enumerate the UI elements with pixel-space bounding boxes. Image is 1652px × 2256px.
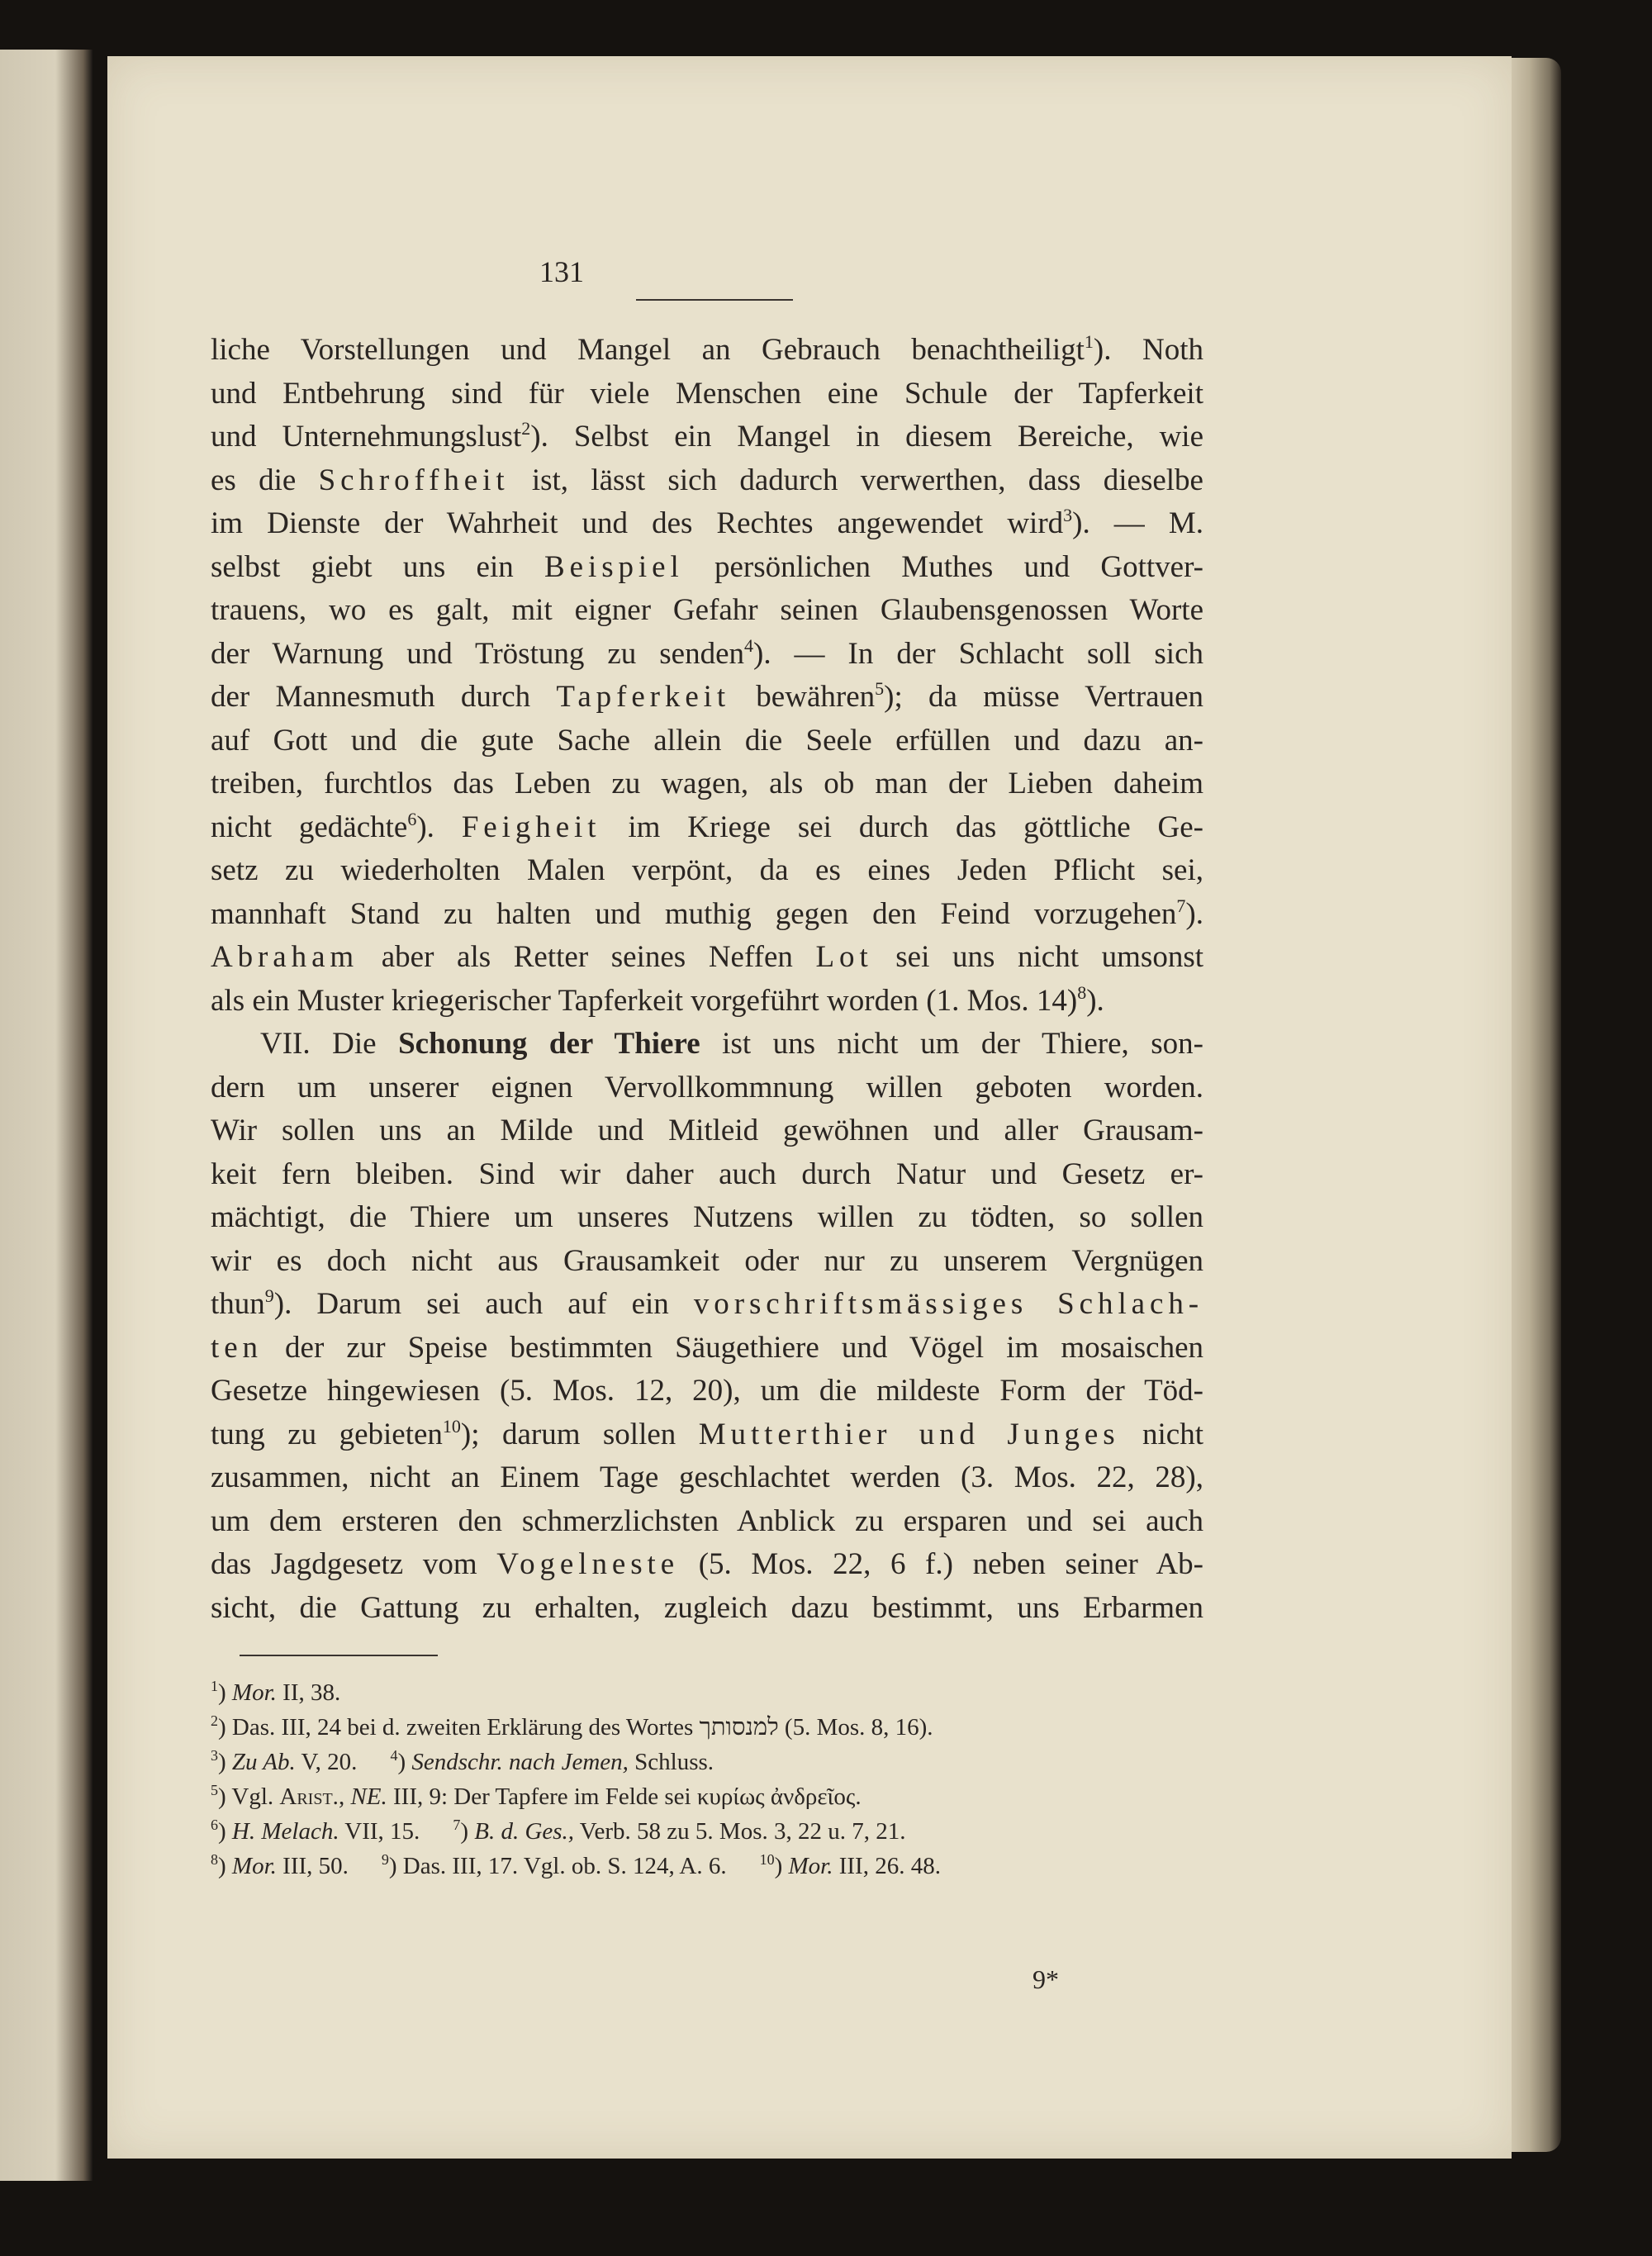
spaced-emphasis: Vogelneste — [496, 1547, 680, 1581]
text-run: auf Gott und die gute Sache allein die Seele erfüllen und dazu an- — [211, 723, 1203, 758]
text-line — [211, 329, 1203, 373]
text-run: ) — [218, 1749, 232, 1775]
text-run: ); da müsse Vertrauen — [884, 680, 1203, 714]
text-run: keit fern bleiben. Sind wir daher auch durch Natur und Gesetz er- — [211, 1156, 1203, 1191]
text-run: mannhaft Stand zu halten und muthig gegen den Feind vorzugehen — [211, 896, 1177, 931]
footnote-ref: 9 — [381, 1851, 389, 1868]
text-run: sei uns nicht umsonst — [872, 940, 1203, 974]
text-line — [211, 546, 1203, 590]
text-run: ) — [218, 1679, 232, 1706]
header-rule — [636, 299, 793, 301]
text-run: ) — [218, 1818, 232, 1845]
text-run: VII. Die — [260, 1027, 399, 1061]
text-run: ). Noth — [1093, 333, 1203, 367]
spaced-emphasis: Lot — [815, 940, 873, 974]
footnote-ref: 10 — [759, 1851, 775, 1868]
footnote-ref: 9 — [264, 1285, 274, 1306]
text-run: der Warnung und Tröstung zu senden — [211, 636, 744, 671]
footnote-ref: 4 — [744, 634, 753, 656]
text-line — [211, 676, 1203, 720]
spaced-emphasis: Feigheit — [461, 810, 601, 844]
text-line — [211, 1370, 1203, 1413]
text-line — [211, 1153, 1203, 1197]
text-run: ). — In der Schlacht soll sich — [753, 636, 1203, 671]
text-run: und Entbehrung sind für viele Menschen eine Schule der Tapferkeit — [211, 376, 1203, 411]
text-run: nicht gedächte — [211, 810, 408, 844]
footnote-rule — [240, 1655, 438, 1656]
footnote-ref: 5 — [875, 678, 885, 699]
footnote-ref: 1 — [211, 1678, 218, 1694]
text-line — [211, 1543, 1203, 1587]
text-line — [211, 633, 1203, 677]
footnote-ref: 10 — [442, 1415, 461, 1437]
text-line — [211, 1500, 1203, 1544]
footnote-line — [211, 1814, 1203, 1849]
bold-heading: Schonung der Thiere — [398, 1027, 700, 1061]
footnote-ref: 7 — [453, 1817, 461, 1833]
footnote-line — [211, 1779, 1203, 1814]
page-stack-edge — [1503, 58, 1561, 2152]
text-run: ). — [416, 810, 462, 844]
book-page — [107, 56, 1512, 2159]
text-line — [211, 373, 1203, 416]
italic-text: B. d. Ges., — [474, 1818, 575, 1845]
text-line — [211, 1587, 1203, 1631]
text-line — [211, 1456, 1203, 1500]
footnote-ref: 7 — [1176, 895, 1186, 916]
footnote-line — [211, 1710, 1203, 1745]
text-run: als ein Muster kriegerischer Tapferkeit vorgeführt worden (1. Mos. 14) — [211, 983, 1078, 1018]
text-line — [211, 589, 1203, 633]
spaced-emphasis: Mutterthier und Junges — [698, 1417, 1120, 1451]
text-run: ) Das. III, 24 bei d. zweiten Erklärung des Wortes למנסותך (5. Mos. 8, 16). — [218, 1714, 933, 1741]
text-line — [211, 1109, 1203, 1153]
text-run: nicht — [1119, 1417, 1203, 1451]
footnote-line — [211, 1675, 1203, 1710]
text-run: Gesetze hingewiesen (5. Mos. 12, 20), um die mildeste Form der Töd- — [211, 1374, 1203, 1408]
text-run: (5. Mos. 22, 6 f.) neben seiner Ab- — [679, 1547, 1203, 1581]
text-run: , — [338, 1783, 351, 1810]
text-run: bewähren — [730, 680, 876, 714]
text-run: treiben, furchtlos das Leben zu wagen, als ob man der Lieben daheim — [211, 767, 1203, 800]
text-run: ) Vgl. — [218, 1783, 280, 1810]
text-run: ) — [460, 1818, 475, 1845]
footnote-ref: 8 — [211, 1851, 218, 1868]
text-run: ). — [1185, 896, 1203, 931]
page-number: 131 — [539, 255, 584, 288]
text-run: persönlichen Muthes und Gottver- — [683, 549, 1203, 584]
footnote-ref: 2 — [211, 1712, 218, 1729]
text-run: VII, 15. — [339, 1818, 420, 1845]
footnote-ref: 2 — [521, 418, 531, 439]
text-run: ); darum sollen — [460, 1417, 699, 1451]
text-line — [211, 1023, 1203, 1066]
footnote-line — [211, 1849, 1203, 1883]
text-run: zusammen, nicht an Einem Tage geschlachtet werden (3. Mos. 22, 28), — [211, 1460, 1203, 1494]
text-run: thun — [211, 1287, 265, 1321]
footnote-ref: 4 — [390, 1747, 398, 1764]
footnote-ref: 5 — [211, 1782, 218, 1798]
italic-text: H. Melach. — [231, 1818, 339, 1845]
text-run: das Jagdgesetz vom — [211, 1547, 497, 1581]
italic-text: Mor. — [788, 1853, 833, 1879]
text-run: Wir sollen uns an Milde und Mitleid gewöhnen und aller Grausam- — [211, 1114, 1203, 1147]
text-run: aber als Retter seines Neffen — [358, 940, 816, 974]
footnote-ref: 8 — [1077, 981, 1087, 1003]
text-run: mächtigt, die Thiere um unseres Nutzens willen zu tödten, so sollen — [211, 1200, 1203, 1234]
text-run: tung zu gebieten — [211, 1417, 443, 1451]
text-run: III, 50. — [276, 1853, 349, 1879]
text-run: sicht, die Gattung zu erhalten, zugleich dazu bestimmt, uns Erbarmen — [211, 1590, 1203, 1625]
spaced-emphasis: Beispiel — [544, 549, 684, 584]
text-line — [211, 459, 1203, 503]
text-run: ). Darum sei auch auf ein — [273, 1287, 694, 1321]
text-line — [211, 936, 1203, 980]
spaced-emphasis: Tapferkeit — [556, 680, 731, 714]
text-run: ). — [1086, 983, 1104, 1018]
text-line — [211, 502, 1203, 546]
text-line — [211, 849, 1203, 893]
text-run: und Unternehmungslust — [211, 420, 522, 454]
text-line — [211, 806, 1203, 850]
text-run: ) — [218, 1853, 232, 1879]
text-run: um dem ersteren den schmerzlichsten Anblick zu ersparen und sei auch — [211, 1503, 1203, 1538]
spaced-emphasis: Abraham — [211, 940, 359, 974]
text-line — [211, 762, 1203, 806]
footnote-ref: 6 — [407, 808, 417, 829]
footnote-ref: 3 — [211, 1747, 218, 1764]
text-run: ) — [774, 1853, 789, 1879]
text-run: dern um unserer eignen Vervollkommnung willen geboten worden. — [211, 1070, 1203, 1104]
footnote-line — [211, 1745, 1203, 1779]
italic-text: Sendschr. nach Jemen, — [411, 1749, 629, 1775]
signature-mark: 9* — [1032, 1964, 1059, 1994]
small-caps-text: Arist. — [279, 1783, 339, 1810]
text-run: setz zu wiederholten Malen verpönt, da es eines Jeden Pflicht sei, — [211, 853, 1203, 887]
text-run: Schluss. — [628, 1749, 714, 1775]
text-line — [211, 1413, 1203, 1457]
spaced-emphasis: Schroffheit — [318, 463, 510, 497]
text-run: III, 26. 48. — [833, 1853, 941, 1879]
text-run: der Mannesmuth durch — [211, 680, 557, 714]
footnotes — [211, 1675, 1203, 1883]
text-line — [211, 1066, 1203, 1110]
text-run: Verb. 58 zu 5. Mos. 3, 22 u. 7, 21. — [574, 1818, 906, 1845]
text-run: ) — [397, 1749, 412, 1775]
text-run: liche Vorstellungen und Mangel an Gebrauch benachtheiligt — [211, 333, 1085, 367]
text-run: der zur Speise bestimmten Säugethiere und Vögel im mosaischen — [262, 1330, 1203, 1365]
text-line — [211, 893, 1203, 937]
text-run: im Dienste der Wahrheit und des Rechtes angewendet wird — [211, 506, 1064, 540]
footnote-ref: 1 — [1084, 331, 1094, 352]
text-run: es die — [211, 463, 319, 497]
spaced-emphasis: ten — [211, 1330, 263, 1365]
text-run: trauens, wo es galt, mit eigner Gefahr seinen Glaubensgenossen Worte — [211, 593, 1203, 627]
text-line — [211, 1283, 1203, 1327]
text-run: selbst giebt uns ein — [211, 549, 545, 584]
text-line — [211, 1240, 1203, 1284]
text-run: V, 20. — [295, 1749, 358, 1775]
text-run: II, 38. — [276, 1679, 341, 1706]
italic-text: NE. — [350, 1783, 387, 1810]
italic-text: Zu Ab. — [231, 1749, 296, 1775]
body-text — [211, 329, 1203, 1630]
text-line — [211, 980, 1203, 1024]
text-line — [211, 416, 1203, 459]
footnote-ref: 3 — [1063, 505, 1073, 525]
text-line — [211, 720, 1203, 763]
previous-page-edge — [0, 50, 93, 2181]
text-run: ist uns nicht um der Thiere, son- — [700, 1027, 1203, 1061]
italic-text: Mor. — [231, 1679, 277, 1706]
text-line — [211, 1196, 1203, 1240]
text-run: ). Selbst ein Mangel in diesem Bereiche, wie — [530, 420, 1204, 454]
text-run: III, 9: Der Tapfere im Felde sei κυρίως ἀνδρεῖος. — [387, 1783, 862, 1810]
spaced-emphasis: vorschriftsmässiges Schlach- — [693, 1287, 1203, 1321]
italic-text: Mor. — [231, 1853, 277, 1879]
text-line — [211, 1327, 1203, 1370]
text-run: ) Das. III, 17. Vgl. ob. S. 124, A. 6. — [388, 1853, 727, 1879]
text-run: im Kriege sei durch das göttliche Ge- — [601, 810, 1203, 844]
text-run: wir es doch nicht aus Grausamkeit oder nur zu unserem Vergnügen — [211, 1243, 1203, 1278]
footnote-ref: 6 — [211, 1817, 218, 1833]
text-run: ist, lässt sich dadurch verwerthen, dass dieselbe — [509, 463, 1203, 497]
text-run: ). — M. — [1072, 506, 1203, 540]
